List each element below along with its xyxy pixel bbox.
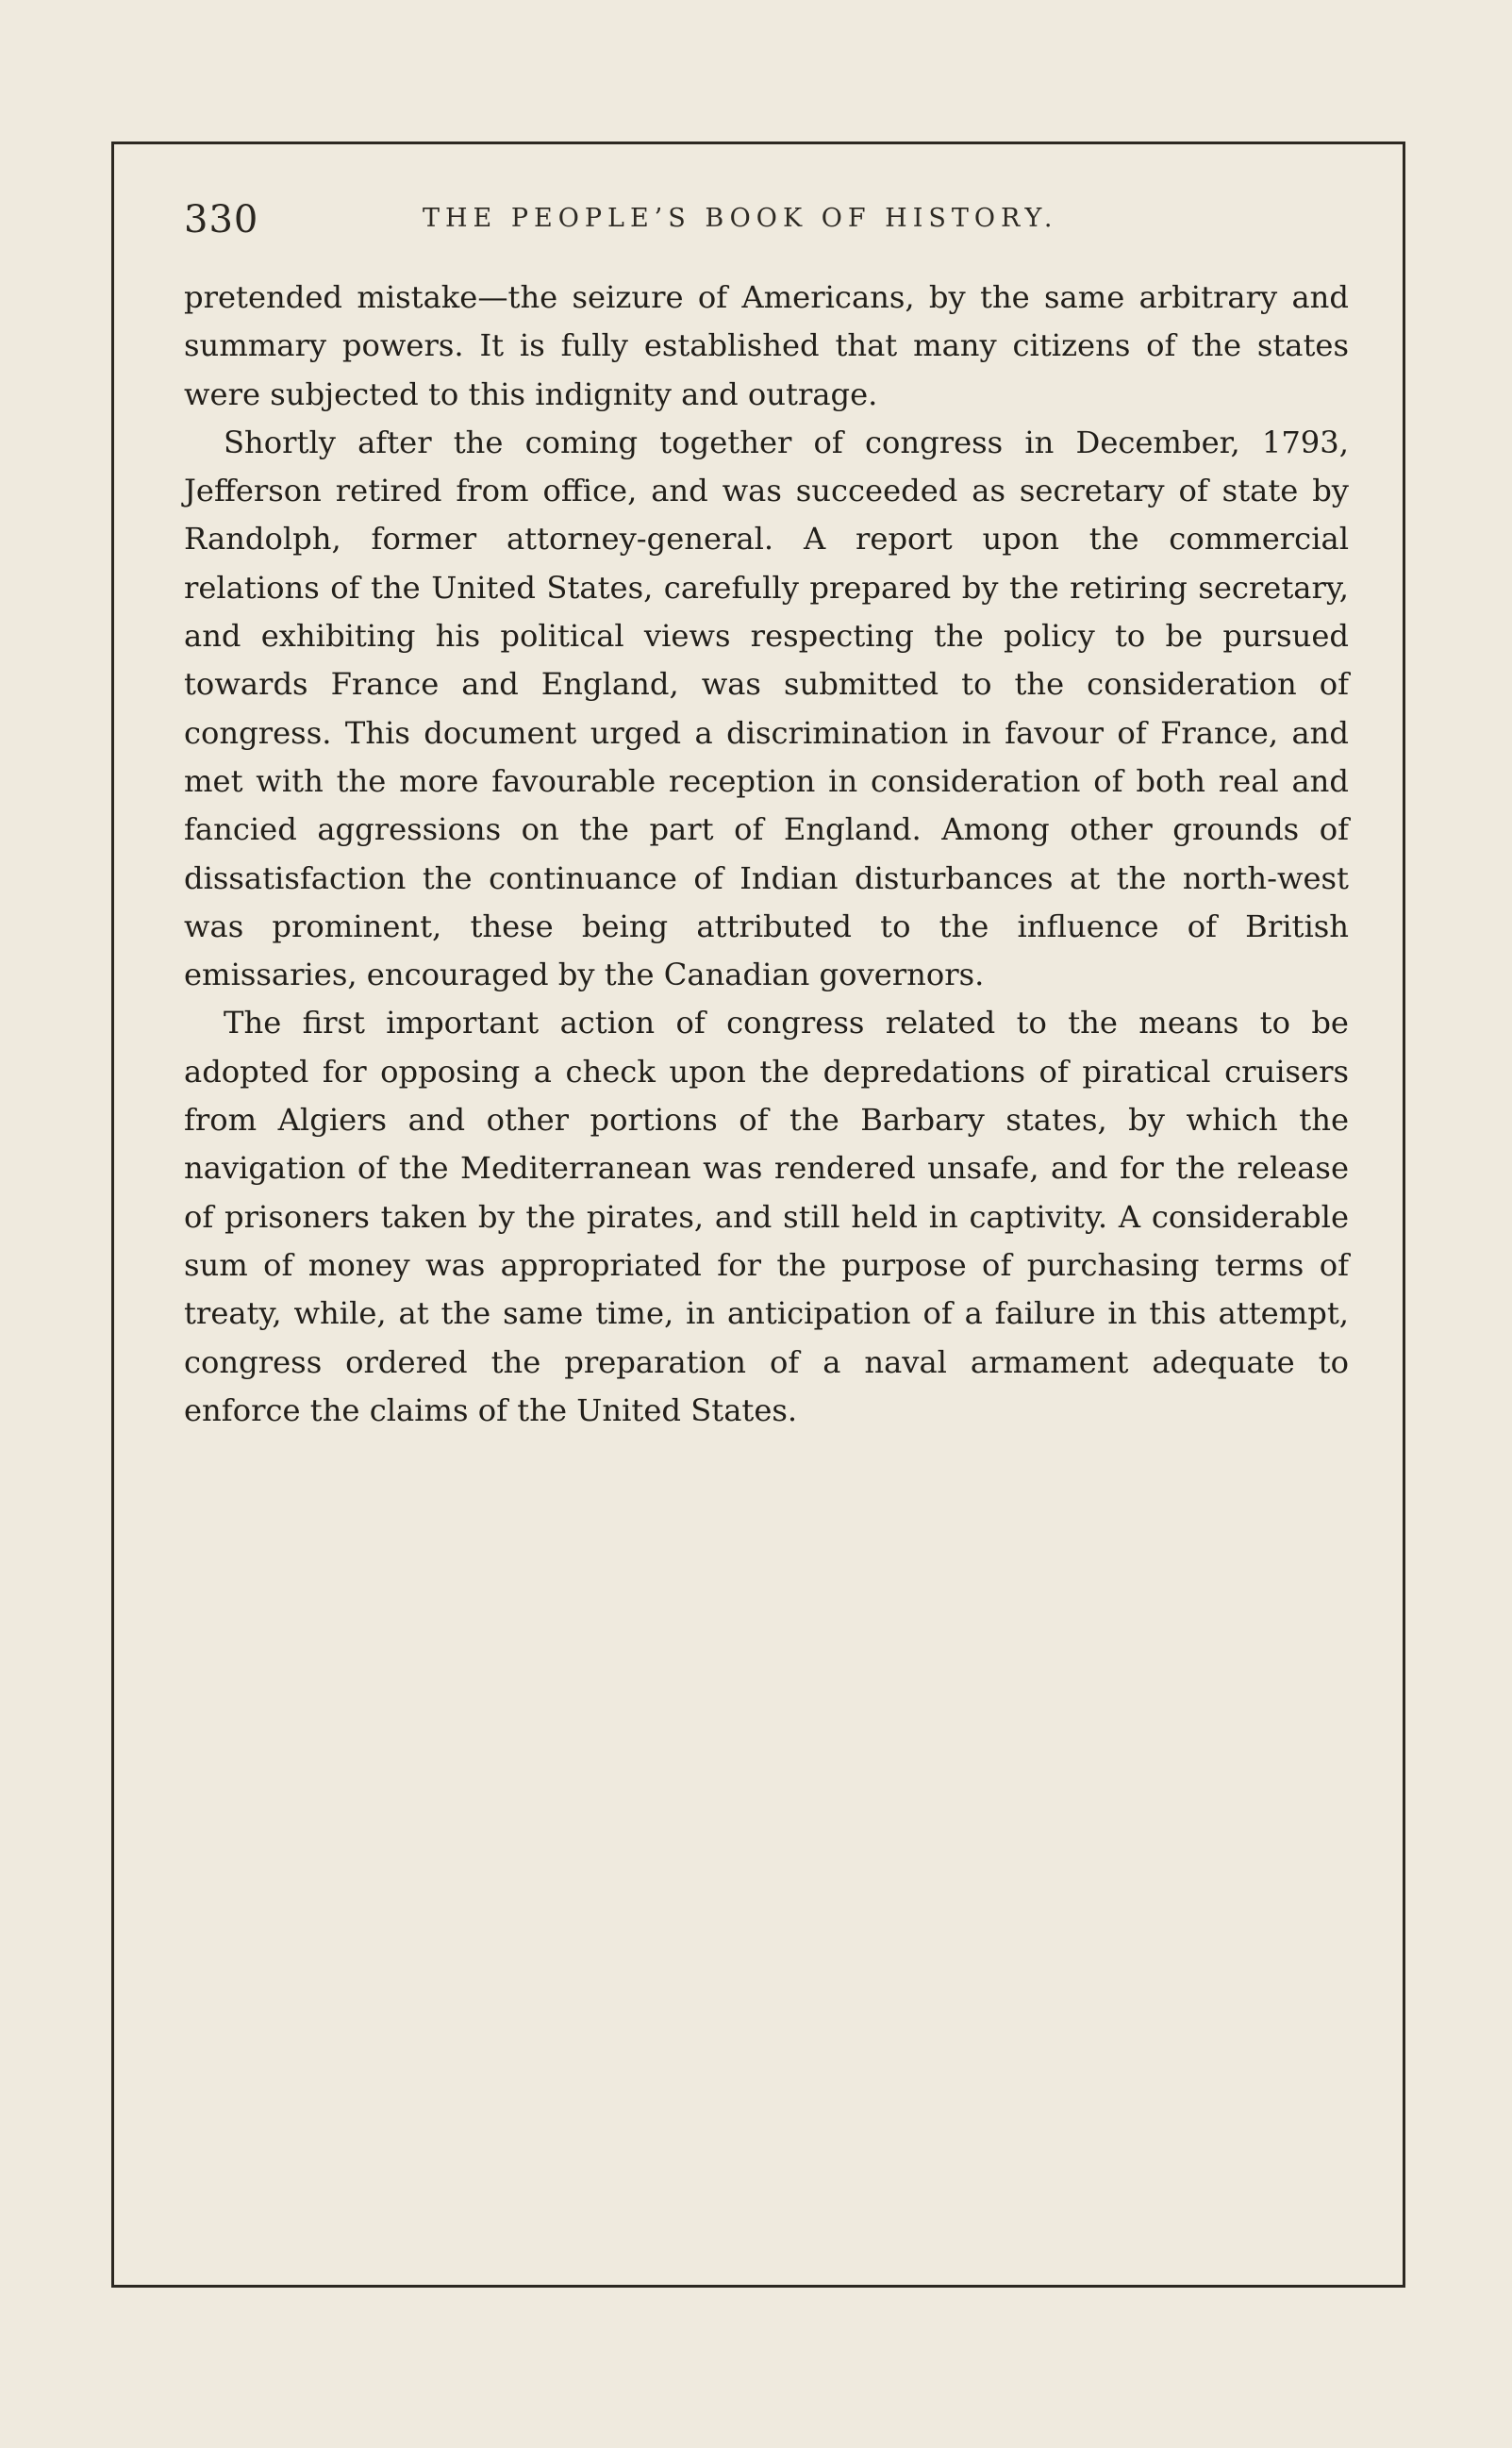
body-text [184,274,1349,1435]
running-title: THE PEOPLE’S BOOK OF HISTORY. [423,204,1058,233]
paragraph-1: pretended mistake—the seizure of Americans, by the same arbitrary and summary powers. It is fully established that many citizens of the states were subjected to this indignity and outrage. [184,279,1349,412]
running-head [0,198,1512,255]
paragraph-2: Shortly after the coming together of congress in December, 1793, Jefferson retired from office, and was succeeded as secretary of state by Randolph, former attorney-general. A report upon the commercial relations of the United States, carefully prepared by the retiring secretary, and exhibiting his political views respecting the policy to be pursued towards France and England, was submitted to the consideration of congress. This document urged a discrimination in favour of France, and met with the more favourable reception in consideration of both real and fancied aggressions on the part of England. Among other grounds of dissatisfaction the continuance of Indian disturbances at the north-west was prominent, these being attributed to the influence of British emissaries, encouraged by the Canadian governors. [184,424,1349,993]
paragraph-3: The first important action of congress related to the means to be adopted for opposing a check upon the depredations of piratical cruisers from Algiers and other portions of the Barbary states, by which the navigation of the Mediterranean was rendered unsafe, and for the release of prisoners taken by the pirates, and still held in captivity. A considerable sum of money was appropriated for the purpose of purchasing terms of treaty, while, at the same time, in anticipation of a failure in this attempt, congress ordered the preparation of a naval armament adequate to enforce the claims of the United States. [184,1005,1349,1428]
page-number: 330 [184,198,259,241]
